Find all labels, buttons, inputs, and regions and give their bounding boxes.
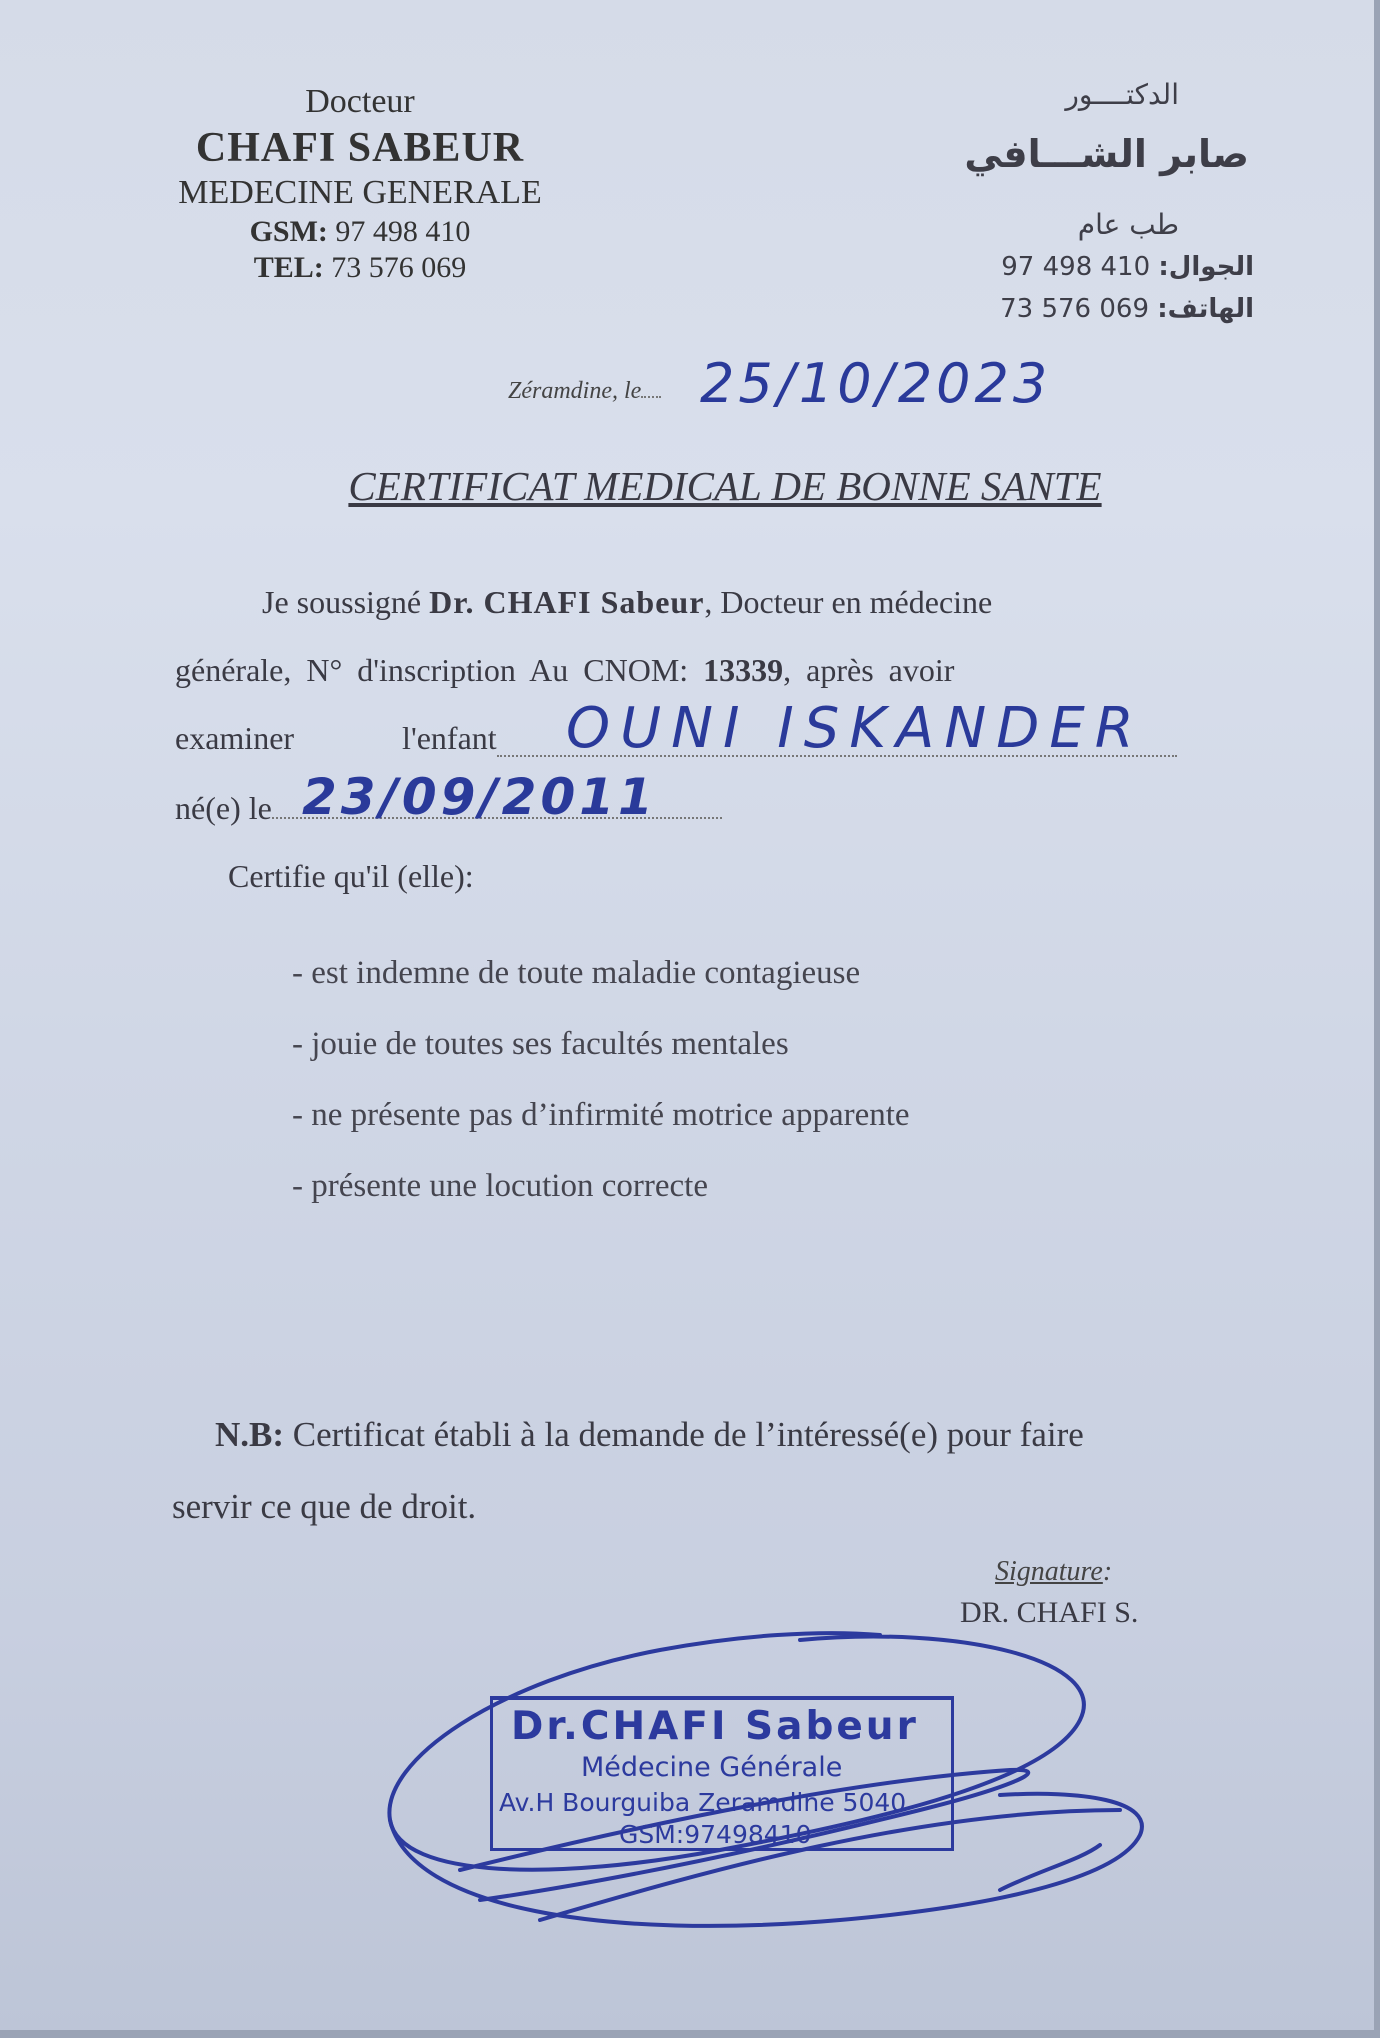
doctor-stamp (490, 1696, 954, 1851)
note-text: Certificat établi à la demande de l’intéressé(e) pour faire (284, 1415, 1084, 1454)
gsm-number: 97 498 410 (335, 214, 471, 248)
tel-number: 73 576 069 (331, 250, 467, 284)
stamp-specialty: Médecine Générale (581, 1752, 843, 1783)
arabic-mobile-number: 97 498 410 (1001, 252, 1151, 282)
body-text: Je soussigné (262, 584, 430, 620)
signature-colon: : (1102, 1556, 1113, 1587)
tel-line (130, 250, 590, 286)
body-text: , après avoir (783, 652, 955, 688)
condition-item: - est indemne de toute maladie contagieuse (292, 955, 861, 991)
doctor-name: CHAFI SABEUR (195, 124, 525, 171)
header-french (130, 82, 590, 286)
body-text: né(e) le (175, 790, 272, 826)
cnom-number: 13339 (703, 652, 784, 688)
arabic-mobile-label: الجوال: (1158, 252, 1254, 282)
condition-item: - présente une locution correcte (292, 1168, 708, 1204)
certifie-line: Certifie qu'il (elle): (228, 858, 474, 894)
body-text: examiner (175, 720, 295, 756)
body-text: générale, N° d'inscription Au CNOM: (175, 652, 704, 688)
signature-label-line (995, 1556, 1112, 1588)
condition-item: - ne présente pas d’infirmité motrice apparente (292, 1097, 910, 1133)
handwritten-child-name: OUNI ISKANDER (566, 696, 1144, 761)
arabic-phone-number: 73 576 069 (1000, 294, 1149, 324)
arabic-name: صابر الشـــافي (964, 132, 1249, 176)
place-label: Zéramdine, le (508, 378, 642, 404)
note-line-2: servir ce que de droit. (172, 1487, 477, 1526)
arabic-mobile-line (1001, 252, 1254, 282)
body-line-1 (262, 584, 992, 621)
arabic-specialty: طب عام (1077, 208, 1179, 241)
doctor-specialty: MEDECINE GENERALE (178, 174, 542, 212)
handwritten-birth-date: 23/09/2011 (302, 768, 657, 826)
note-line-1 (215, 1415, 1084, 1455)
signature-label: Signature (995, 1556, 1103, 1587)
stamp-address: Av.H Bourguiba Zeramdine 5040 (499, 1788, 907, 1817)
arabic-title: الدكتــــور (1065, 78, 1179, 111)
certificate-title: CERTIFICAT MEDICAL DE BONNE SANTE (348, 463, 1102, 509)
doctor-title: Docteur (305, 83, 415, 120)
arabic-phone-label: الهاتف: (1157, 294, 1254, 324)
note-label: N.B: (215, 1415, 285, 1454)
body-line-2 (175, 652, 954, 689)
doctor-name-inline: Dr. CHAFI Sabeur (429, 584, 705, 620)
place-date-line (508, 378, 661, 405)
arabic-phone-line (1000, 294, 1254, 324)
gsm-label: GSM: (249, 214, 328, 248)
gsm-line (130, 214, 590, 250)
stamp-gsm: GSM:97498410 (619, 1820, 812, 1849)
signature-name: DR. CHAFI S. (960, 1596, 1139, 1629)
handwritten-date: 25/10/2023 (700, 352, 1052, 415)
condition-item: - jouie de toutes ses facultés mentales (292, 1026, 789, 1062)
body-text: , Docteur en médecine (704, 584, 993, 620)
tel-label: TEL: (253, 250, 324, 284)
body-text: l'enfant (402, 720, 497, 756)
stamp-name: Dr.CHAFI Sabeur (511, 1704, 919, 1749)
